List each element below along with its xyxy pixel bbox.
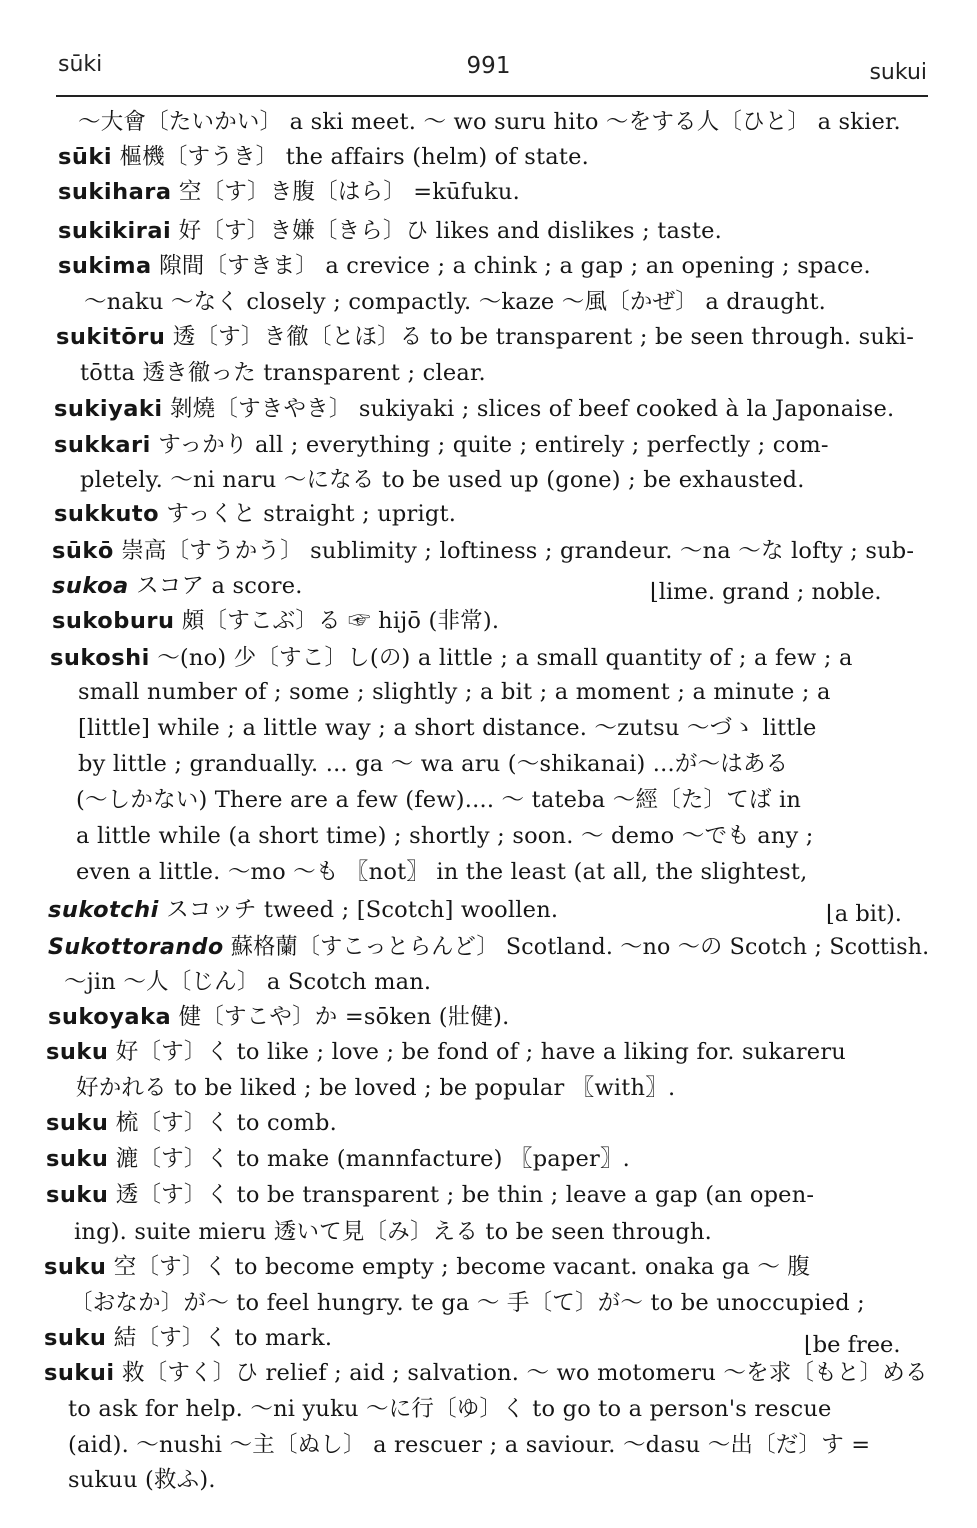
headword: sukoburu: [52, 608, 175, 634]
entry-line: 好かれる to be liked ; be loved ; be popular 〖with〗.: [76, 1075, 676, 1101]
headword: sūki: [58, 144, 113, 170]
entry-line: suku 梳〔す〕く to comb.: [46, 1110, 337, 1136]
running-head-left: sūki: [58, 52, 103, 77]
headword: sukiyaki: [54, 396, 163, 422]
running-head-right: sukui: [869, 60, 927, 85]
headword: sūkō: [52, 538, 114, 564]
entry-line: 〜jin 〜人〔じん〕 a Scotch man.: [64, 969, 432, 995]
entry-line: 〜大會〔たいかい〕 a ski meet. 〜 wo suru hito 〜をする人〔ひと〕 a skier.: [78, 109, 901, 135]
headword: sukoa: [52, 573, 129, 599]
runover-text: ⌊a bit).: [826, 901, 902, 927]
entry-line: sukikirai 好〔す〕き嫌〔きら〕ひ likes and dislikes ; taste.: [58, 218, 723, 244]
page-number: 991: [466, 53, 511, 79]
entry-line: sukoa スコア a score.: [52, 573, 303, 599]
headword: suku: [46, 1146, 109, 1172]
entry-line: sukoshi 〜(no) 少〔すこ〕し(の) a little ; a small quantity of ; a few ; a: [50, 645, 853, 671]
headword: suku: [46, 1110, 109, 1136]
headword: sukkari: [54, 432, 151, 458]
headword: suku: [46, 1039, 109, 1065]
entry-line: a little while (a short time) ; shortly ; soon. 〜 demo 〜でも any ;: [76, 823, 814, 849]
entry-line: sukotchi スコッチ tweed ; [Scotch] woollen.: [48, 897, 559, 923]
entry-line: Sukottorando 蘇格蘭〔すこっとらんど〕 Scotland. 〜no 〜の Scotch ; Scottish.: [48, 934, 930, 960]
entry-line: [little] while ; a little way ; a short distance. 〜zutsu 〜づゝ little: [78, 715, 817, 741]
runover-text: ⌊be free.: [804, 1332, 901, 1358]
runover-text: ⌊lime. grand ; noble.: [650, 579, 882, 605]
headword: sukitōru: [56, 324, 166, 350]
headword: sukoyaka: [48, 1004, 172, 1030]
entry-line: suku 結〔す〕く to mark.: [44, 1325, 333, 1351]
headword: sukotchi: [48, 897, 159, 923]
entry-line: sukoburu 頗〔すこぶ〕る ☞ hijō (非常).: [52, 608, 500, 634]
entry-line: small number of ; some ; slightly ; a bit ; a moment ; a minute ; a: [78, 679, 831, 705]
entry-line: sukoyaka 健〔すこや〕か =sōken (壯健).: [48, 1004, 510, 1030]
entry-line: sūkō 崇高〔すうかう〕 sublimity ; loftiness ; grandeur. 〜na 〜な lofty ; sub-: [52, 538, 915, 564]
entry-line: sukiyaki 剝燒〔すきやき〕 sukiyaki ; slices of beef cooked à la Japonaise.: [54, 396, 895, 422]
headword: sukihara: [58, 179, 172, 205]
entry-line: suku 空〔す〕く to become empty ; become vacant. onaka ga 〜 腹: [44, 1254, 811, 1280]
headword: sukoshi: [50, 645, 150, 671]
entry-line: tōtta 透き徹った transparent ; clear.: [80, 360, 486, 386]
entry-line: sūki 樞機〔すうき〕 the affairs (helm) of state.: [58, 144, 590, 170]
headword: sukui: [44, 1360, 115, 1386]
headword: sukima: [58, 253, 152, 279]
entry-line: suku 好〔す〕く to like ; love ; be fond of ; have a liking for. sukareru: [46, 1039, 846, 1065]
headword: Sukottorando: [48, 934, 224, 960]
entry-line: (〜しかない) There are a few (few).... 〜 tateba 〜經〔た〕てば in: [76, 787, 802, 813]
entry-line: ing). suite mieru 透いて見〔み〕える to be seen through.: [74, 1219, 713, 1245]
entry-line: sukui 救〔すく〕ひ relief ; aid ; salvation. 〜 wo motomeru 〜を求〔もと〕める: [44, 1360, 928, 1386]
headword: suku: [46, 1182, 109, 1208]
headword: sukkuto: [54, 501, 160, 527]
entry-line: even a little. 〜mo 〜も 〖not〗 in the least (at all, the slightest,: [76, 859, 808, 885]
entry-line: suku 透〔す〕く to be transparent ; be thin ; leave a gap (an open-: [46, 1182, 815, 1208]
entry-line: sukitōru 透〔す〕き徹〔とほ〕る to be transparent ; be seen through. suki-: [56, 324, 915, 350]
entry-line: 〔おなか〕が〜 to feel hungry. te ga 〜 手〔て〕が〜 to be unoccupied ;: [70, 1290, 865, 1316]
entry-line: suku 漉〔す〕く to make (mannfacture) 〖paper〗.: [46, 1146, 631, 1172]
entry-line: by little ; grandually. ... ga 〜 wa aru (〜shikanai) ...が〜はある: [78, 751, 789, 777]
entry-line: (aid). 〜nushi 〜主〔ぬし〕 a rescuer ; a saviour. 〜dasu 〜出〔だ〕す =: [68, 1432, 871, 1458]
entry-line: sukihara 空〔す〕き腹〔はら〕 =kūfuku.: [58, 179, 520, 205]
entry-line: sukima 隙間〔すきま〕 a crevice ; a chink ; a gap ; an opening ; space.: [58, 253, 871, 279]
entry-line: 〜naku 〜なく closely ; compactly. 〜kaze 〜風〔かぜ〕 a draught.: [84, 289, 827, 315]
headword: sukikirai: [58, 218, 172, 244]
entry-line: sukkari すっかり all ; everything ; quite ; entirely ; perfectly ; com-: [54, 432, 829, 458]
header-rule: [56, 95, 928, 97]
headword: suku: [44, 1325, 107, 1351]
entry-line: pletely. 〜ni naru 〜になる to be used up (gone) ; be exhausted.: [80, 467, 805, 493]
entry-line: to ask for help. 〜ni yuku 〜に行〔ゆ〕く to go to a person's rescue: [68, 1396, 832, 1422]
headword: suku: [44, 1254, 107, 1280]
entry-line: sukuu (救ふ).: [68, 1467, 216, 1493]
entry-line: sukkuto すっくと straight ; uprigt.: [54, 501, 457, 527]
